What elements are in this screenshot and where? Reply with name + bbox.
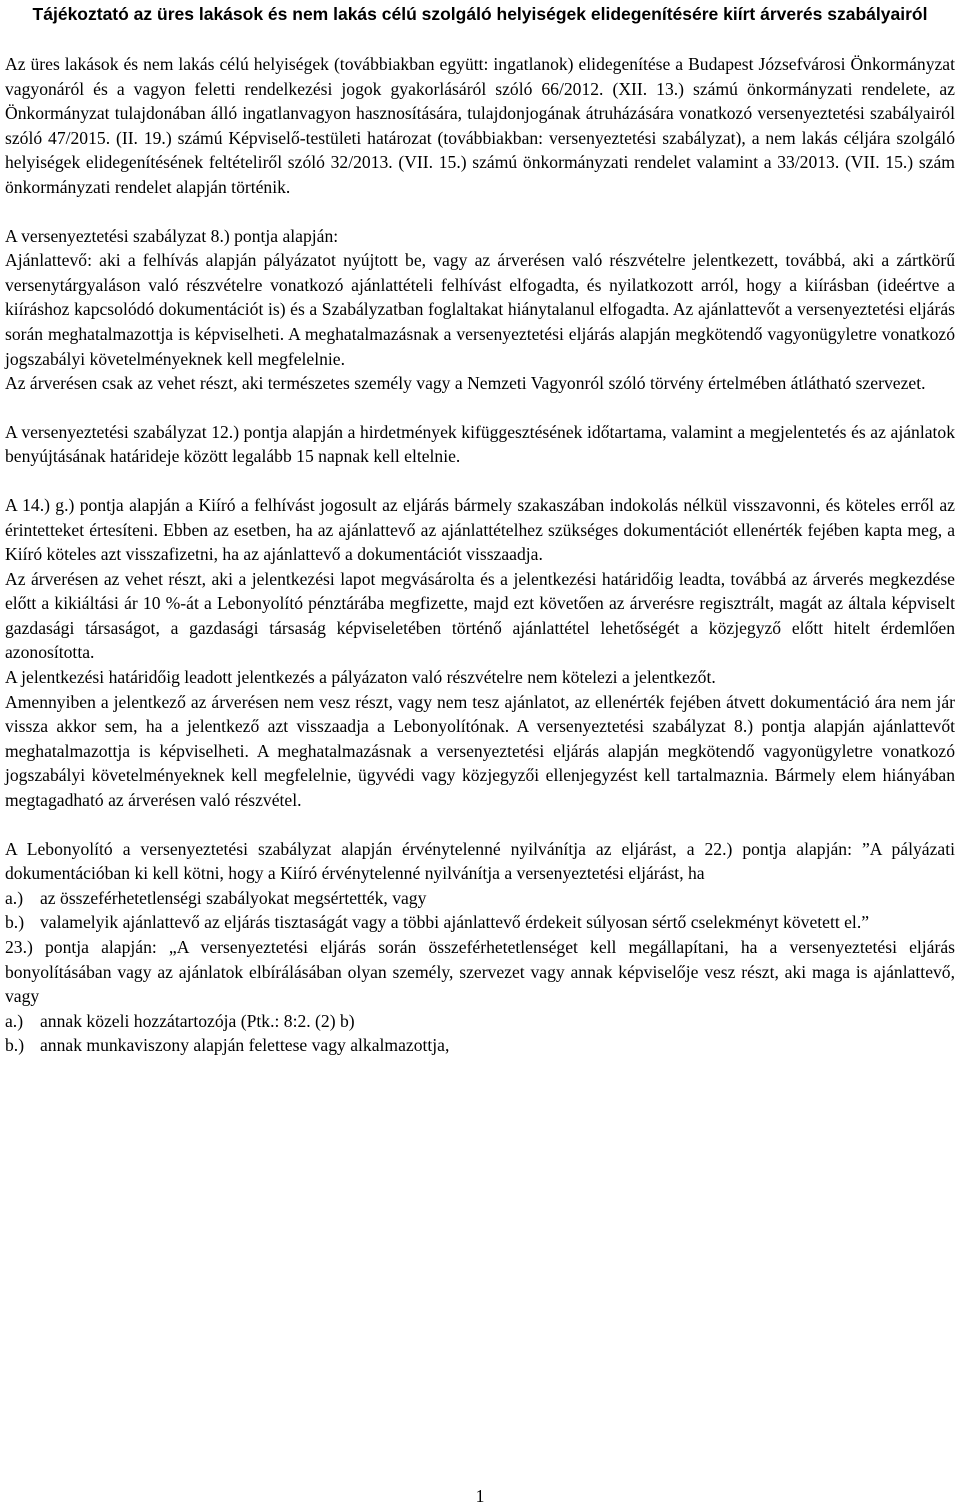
spacer <box>5 469 955 493</box>
list-text: annak munkaviszony alapján felettese vagy alkalmazottja, <box>40 1035 450 1056</box>
list-item <box>5 910 955 935</box>
paragraph-rules-ref: A versenyeztetési szabályzat 8.) pontja alapján: <box>5 225 339 246</box>
paragraph-conflict-of-interest: 23.) pontja alapján: „A versenyeztetési eljárás során összeférhetetlenséget kell megállapítani, ha a versenyeztetési eljárás bonyolításában vagy az ajánlatok elbírálásában olyan személy, szervezet vagy annak képviselője vesz részt, aki maga is ajánlattevő, vagy <box>5 937 955 1007</box>
paragraph-withdrawal: A 14.) g.) pontja alapján a Kiíró a felhívást jogosult az eljárás bármely szakaszában indokolás nélkül visszavonni, és köteles erről az érintetteket értesíteni. Ebben az esetben, ha az ajánlattevő az ajánlattételhez szükséges dokumentációt ellenérték fejében kapta meg, a Kiíró köteles azt visszafizetni, ha az ajánlattevő a dokumentációt visszaadja. <box>5 494 955 565</box>
paragraph-announcement-period: A versenyeztetési szabályzat 12.) pontja alapján a hirdetmények kifüggesztésének időtartama, valamint a megjelentetés és az ajánlatok benyújtásának határideje között legalább 15 napnak kell eltelnie. <box>5 421 955 467</box>
page-number: 1 <box>475 1486 485 1506</box>
list-item <box>5 1009 955 1034</box>
list-text: az összeférhetetlenségi szabályokat megsértették, vagy <box>40 887 427 908</box>
paragraph-invalidity: A Lebonyolító a versenyeztetési szabályzat alapján érvénytelenné nyilvánítja az eljárást, a 22.) pontja alapján: ”A pályázati dokumentációban ki kell kötni, hogy a Kiíró érvénytelenné nyilvánítja a versenyeztetési eljárást, ha <box>5 838 955 884</box>
list-item <box>5 886 955 911</box>
document-body <box>5 27 955 1058</box>
list-item <box>5 1033 955 1058</box>
list-marker: a.) <box>5 1010 24 1031</box>
paragraph-participation: Az árverésen az vehet részt, aki a jelentkezési lapot megvásárolta és a jelentkezési határidőig leadta, továbbá az árverés megkezdése előtt a kikiáltási ár 10 %-át a Lebonyolító pénztárába megfizette, majd ezt követően az árverésre regisztrált, magát az általa képviselt gazdasági társaságot, a gazdasági társaság képviseletében történő ajánlattétel lehetőségét a közjegyző előtt hitelt érdemlően azonosította. <box>5 568 955 663</box>
paragraph-bidder-definition: Ajánlattevő: aki a felhívás alapján pályázatot nyújtott be, vagy az árverésen való részvételre jelentkezett, továbbá, aki a zártkörű versenytárgyaláson való részvételre vonatkozó ajánlattételi felhívást elfogadta, és nyilatkozott arról, hogy a kiírásban (ideértve a kiíráshoz kapcsolódó dokumentációt is) és a Szabályzatban foglaltakat hiánytalanul elfogadta. Az ajánlattevőt a versenyeztetési eljárás során meghatalmazottja is képviselheti. A meghatalmazásnak a versenyeztetési eljárás alapján megkötendő vagyonügyletre vonatkozó jogszabályi követelményeknek kell megfelelnie. <box>5 250 955 369</box>
paragraph-documentation-fee: Amennyiben a jelentkező az árverésen nem vesz részt, vagy nem tesz ajánlatot, az ellenérték fejében átvett dokumentáció ára nem jár vissza akkor sem, ha a jelentkező azt visszaadja a Lebonyolítónak. A versenyeztetési szabályzat 8.) pontja alapján ajánlattevőt meghatalmazottja is képviselheti. A meghatalmazásnak a versenyeztetési eljárás alapján megkötendő vagyonügyletre vonatkozó jogszabályi követelményeknek kell megfelelnie, ügyvédi vagy közjegyzői ellenjegyzést kell tartalmaznia. Bármely elem hiányában megtagadható az árverésen való részvétel. <box>5 691 955 811</box>
list-marker: a.) <box>5 887 24 908</box>
list-text: valamelyik ajánlattevő az eljárás tisztaságát vagy a többi ajánlattevő érdekeit súlyosan sértő cselekményt követett el.” <box>40 912 870 933</box>
spacer <box>5 200 955 224</box>
paragraph-auction-eligibility: Az árverésen csak az vehet részt, aki természetes személy vagy a Nemzeti Vagyonról szóló törvény értelmében átlátható szervezet. <box>5 373 926 394</box>
spacer <box>5 27 955 52</box>
spacer <box>5 396 955 420</box>
paragraph-registration: A jelentkezési határidőig leadott jelentkezés a pályázaton való részvételre nem kötelezi a jelentkezőt. <box>5 667 716 688</box>
document-title: Tájékoztató az üres lakások és nem lakás célú szolgáló helyiségek elidegenítésére kiírt árverés szabályairól <box>32 4 928 24</box>
list-marker: b.) <box>5 912 25 933</box>
list-marker: b.) <box>5 1035 25 1056</box>
intro-paragraph: Az üres lakások és nem lakás célú helyiségek (továbbiakban együtt: ingatlanok) elidegenítése a Budapest Józsefvárosi Önkormányzat vagyonáról és a vagyon feletti rendelkezési jogok gyakorlásáról szóló 66/2012. (XII. 13.) számú önkormányzati rendelete, az Önkormányzat tulajdonában álló ingatlanvagyon hasznosítására, tulajdonjogának átruházására vonatkozó versenyeztetési szabályairól szóló 47/2015. (II. 19.) számú Képviselő-testületi határozat (továbbiakban: versenyeztetési szabályzat), a nem lakás céljára szolgáló helyiségek elidegenítésének feltételiről szóló 32/2013. (VII. 15.) számú önkormányzati rendelet valamint a 33/2013. (VII. 15.) szám önkormányzati rendelet alapján történik. <box>5 54 955 197</box>
spacer <box>5 813 955 837</box>
list-text: annak közeli hozzátartozója (Ptk.: 8:2. (2) b) <box>40 1010 355 1031</box>
